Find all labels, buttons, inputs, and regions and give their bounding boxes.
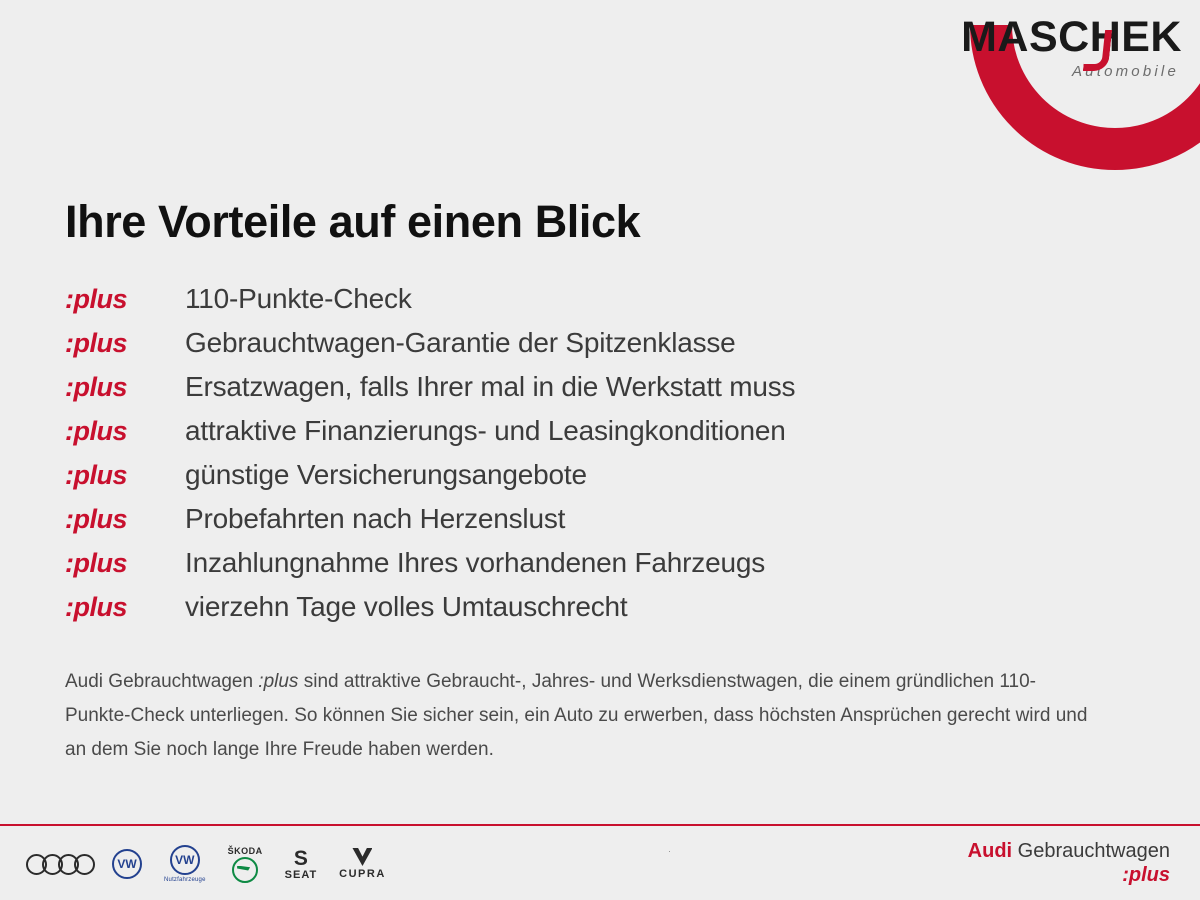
list-item	[65, 283, 1115, 327]
cupra-wordmark: CUPRA	[339, 868, 386, 880]
seat-wordmark: SEAT	[284, 868, 318, 881]
brand-wordmark	[961, 13, 1182, 80]
audi-rings-icon	[26, 854, 90, 875]
plus-tag: :plus	[65, 416, 127, 446]
paragraph-part-2: sind attraktive Gebraucht-, Jahres- und Werksdienstwagen, die einem gründlichen 110-Punkte-Check unterliegen. So können Sie sicher sein, ein Auto zu erwerben, dass höchsten Ansprüchen gerecht wird und an dem Sie noch lange Ihre Freude haben werden.	[65, 671, 1088, 760]
skoda-arrow-icon	[232, 857, 258, 883]
benefit-text: 110-Punkte-Check	[185, 283, 412, 314]
plus-tag: :plus	[65, 328, 127, 358]
list-item	[65, 371, 1115, 415]
list-item	[65, 459, 1115, 503]
plus-tag: :plus	[65, 592, 127, 622]
seat-logo-icon	[285, 848, 318, 881]
footer-right-line-2: :plus	[1122, 864, 1170, 886]
footer	[0, 826, 1200, 900]
plus-tag: :plus	[65, 548, 127, 578]
plus-tag: :plus	[65, 372, 127, 402]
benefit-text: attraktive Finanzierungs- und Leasingkonditionen	[185, 415, 786, 446]
vw-nutz-mark: VW	[170, 845, 200, 875]
gebrauchtwagen-word: Gebrauchtwagen	[1012, 840, 1170, 862]
audi-word: Audi	[967, 840, 1013, 862]
vw-nutzfahrzeuge-logo-icon	[164, 845, 206, 883]
benefit-text: Ersatzwagen, falls Ihrer mal in die Werkstatt muss	[185, 371, 796, 402]
paragraph-part-1: Audi Gebrauchtwagen	[65, 671, 259, 692]
footer-right-line-1	[968, 840, 1170, 863]
cupra-logo-icon	[339, 848, 386, 880]
list-item	[65, 327, 1115, 371]
cupra-mark-icon	[352, 848, 372, 866]
benefits-list	[65, 283, 1115, 635]
vw-mark: VW	[112, 849, 142, 879]
seat-mark: S	[293, 846, 308, 870]
list-item	[65, 591, 1115, 635]
paragraph-emphasis: :plus	[258, 671, 299, 692]
brand-subtitle: Automobile	[1071, 63, 1179, 80]
benefit-text: Gebrauchtwagen-Garantie der Spitzenklasse	[185, 327, 736, 358]
list-item	[65, 503, 1115, 547]
vw-logo-icon	[112, 849, 142, 879]
description-paragraph	[65, 665, 1100, 767]
list-item	[65, 415, 1115, 459]
vw-nutz-label: Nutzfahrzeuge	[164, 877, 206, 883]
benefit-text: vierzehn Tage volles Umtauschrecht	[185, 591, 628, 622]
benefit-text: Inzahlungnahme Ihres vorhandenen Fahrzeugs	[185, 547, 765, 578]
plus-tag: :plus	[65, 504, 127, 534]
page-title: Ihre Vorteile auf einen Blick	[65, 196, 641, 247]
benefit-text: Probefahrten nach Herzenslust	[185, 503, 566, 534]
brand-name: MASCHEK	[961, 13, 1182, 61]
plus-tag: :plus	[65, 460, 127, 490]
audi-gebrauchtwagen-plus-logo	[968, 840, 1170, 887]
skoda-logo-icon	[228, 846, 263, 883]
benefit-text: günstige Versicherungsangebote	[185, 459, 587, 490]
skoda-wordmark: ŠKODA	[227, 845, 263, 856]
plus-tag: :plus	[65, 284, 127, 314]
brand-logo-strip	[26, 840, 386, 888]
footer-center-mark: ·	[668, 846, 671, 856]
list-item	[65, 547, 1115, 591]
brand-header	[840, 0, 1200, 175]
